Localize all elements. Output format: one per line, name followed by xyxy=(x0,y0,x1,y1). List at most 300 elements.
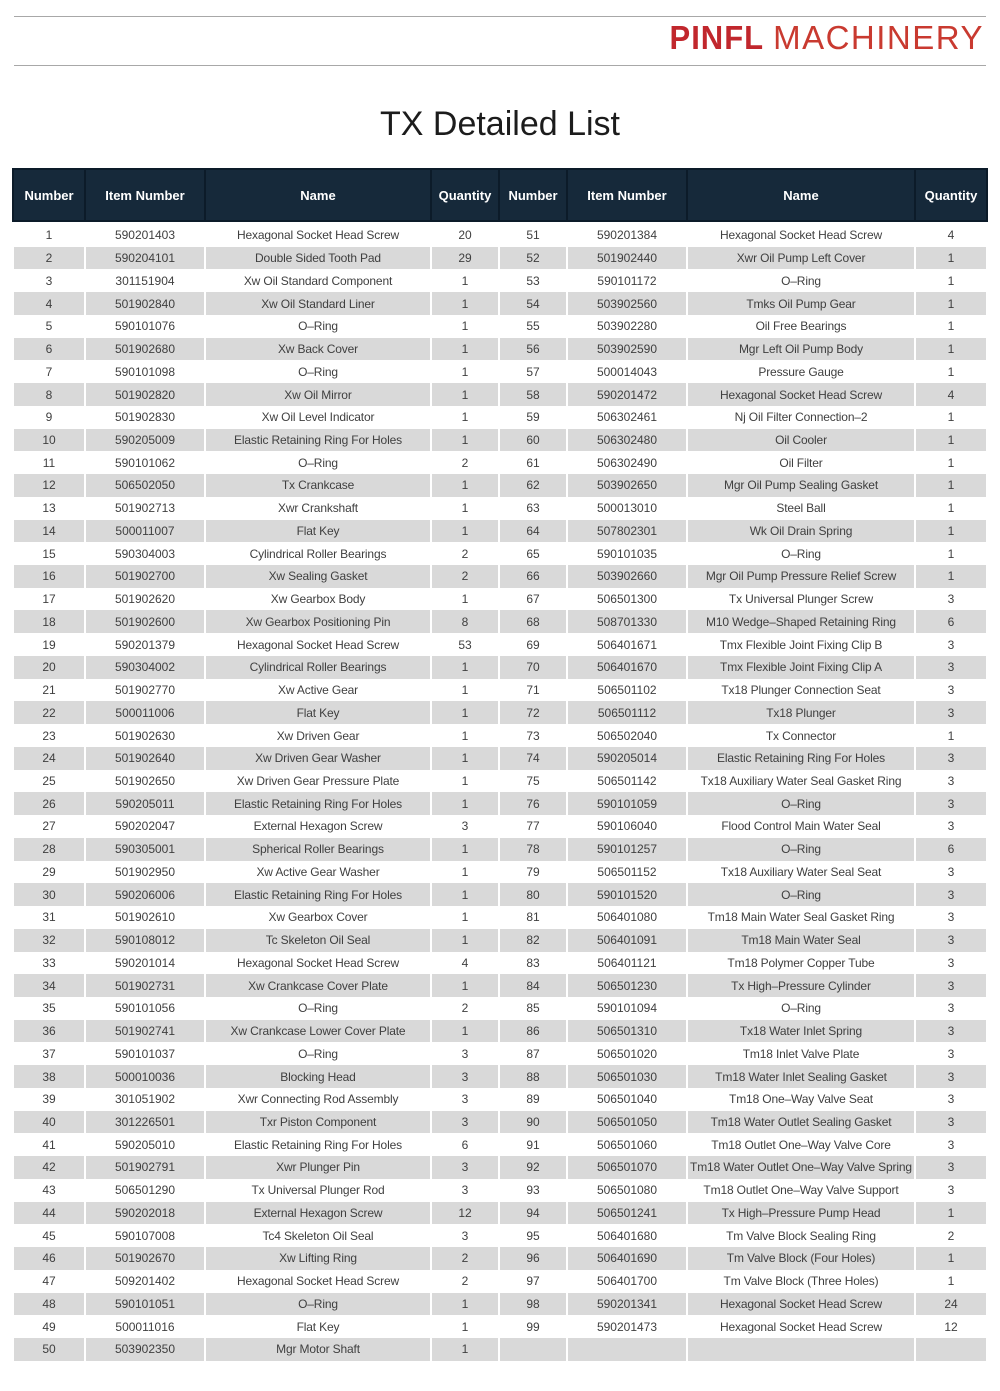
item-number-cell: 506501300 xyxy=(568,588,688,611)
number-cell: 87 xyxy=(500,1042,568,1065)
quantity-cell: 3 xyxy=(947,955,955,970)
quantity-cell: 3 xyxy=(432,1065,500,1088)
quantity-cell: 1 xyxy=(432,679,500,702)
quantity-cell: 1 xyxy=(947,410,955,425)
name-cell: Elastic Retaining Ring For Holes xyxy=(688,747,916,770)
quantity-cell: 1 xyxy=(432,906,500,929)
number-cell: 54 xyxy=(500,292,568,315)
quantity-cell: 3 xyxy=(432,815,500,838)
quantity-cell: 1 xyxy=(916,520,986,543)
item-number-cell: 590108012 xyxy=(86,929,206,952)
name-cell: O–Ring xyxy=(688,792,916,815)
name-cell: Pressure Gauge xyxy=(688,360,916,383)
item-number-cell: 501902731 xyxy=(86,974,206,997)
name-cell: Xw Driven Gear Washer xyxy=(206,747,432,770)
quantity-cell: 20 xyxy=(432,224,500,247)
number-cell: 20 xyxy=(14,656,86,679)
number-cell: 57 xyxy=(500,360,568,383)
number-cell: 88 xyxy=(500,1065,568,1088)
number-cell: 70 xyxy=(500,656,568,679)
quantity-cell: 3 xyxy=(916,701,986,724)
item-number-cell: 501902620 xyxy=(86,588,206,611)
number-cell: 30 xyxy=(14,883,86,906)
quantity-cell: 6 xyxy=(432,1133,500,1156)
number-cell: 28 xyxy=(14,838,86,861)
number-cell: 11 xyxy=(14,451,86,474)
number-cell: 79 xyxy=(500,861,568,884)
number-cell: 93 xyxy=(500,1179,568,1202)
name-cell: Hexagonal Socket Head Screw xyxy=(688,224,916,247)
name-cell: Tmx Flexible Joint Fixing Clip B xyxy=(688,633,916,656)
name-cell: Blocking Head xyxy=(206,1065,432,1088)
quantity-cell: 1 xyxy=(432,838,500,861)
quantity-cell: 1 xyxy=(432,1293,500,1316)
number-cell: 27 xyxy=(14,815,86,838)
name-cell: Hexagonal Socket Head Screw xyxy=(206,224,432,247)
quantity-cell: 1 xyxy=(947,455,955,470)
quantity-cell: 3 xyxy=(947,819,955,834)
name-cell: Tx18 Water Inlet Spring xyxy=(688,1020,916,1043)
number-cell: 23 xyxy=(14,724,86,747)
item-number-cell: 506501050 xyxy=(568,1111,688,1134)
number-cell: 90 xyxy=(500,1111,568,1134)
name-cell: O–Ring xyxy=(688,883,916,906)
name-cell: Hexagonal Socket Head Screw xyxy=(688,383,916,406)
number-cell: 40 xyxy=(14,1111,86,1134)
parts-table-body xyxy=(14,224,986,1361)
item-number-cell: 500014043 xyxy=(568,360,688,383)
number-cell: 35 xyxy=(14,997,86,1020)
number-cell: 18 xyxy=(14,610,86,633)
name-cell: Spherical Roller Bearings xyxy=(206,838,432,861)
item-number-cell: 501902610 xyxy=(86,906,206,929)
quantity-cell: 1 xyxy=(432,929,500,952)
number-cell: 52 xyxy=(500,247,568,270)
number-cell: 48 xyxy=(14,1293,86,1316)
name-cell: Xw Oil Mirror xyxy=(206,383,432,406)
quantity-cell: 2 xyxy=(432,1247,500,1270)
number-cell: 6 xyxy=(14,338,86,361)
number-cell: 55 xyxy=(500,315,568,338)
number-cell: 69 xyxy=(500,633,568,656)
quantity-cell: 2 xyxy=(432,997,500,1020)
quantity-cell: 1 xyxy=(432,497,500,520)
number-cell: 46 xyxy=(14,1247,86,1270)
name-cell: Wk Oil Drain Spring xyxy=(688,520,916,543)
item-number-cell: 506501290 xyxy=(86,1179,206,1202)
name-cell: O–Ring xyxy=(206,997,432,1020)
quantity-cell: 3 xyxy=(947,773,955,788)
quantity-cell: 1 xyxy=(432,656,500,679)
name-cell: Cylindrical Roller Bearings xyxy=(206,542,432,565)
name-cell: Tc Skeleton Oil Seal xyxy=(206,929,432,952)
number-cell: 53 xyxy=(500,269,568,292)
quantity-cell: 3 xyxy=(432,1088,500,1111)
item-number-cell: 590205009 xyxy=(86,429,206,452)
item-number-cell: 590101037 xyxy=(86,1042,206,1065)
item-number-cell: 590201473 xyxy=(568,1315,688,1338)
item-number-cell: 508701330 xyxy=(568,610,688,633)
quantity-cell: 1 xyxy=(947,319,955,334)
item-number-cell: 503902350 xyxy=(86,1338,206,1361)
item-number-cell: 506501142 xyxy=(568,770,688,793)
name-cell: Xw Gearbox Positioning Pin xyxy=(206,610,432,633)
number-cell: 45 xyxy=(14,1224,86,1247)
number-cell: 44 xyxy=(14,1202,86,1225)
name-cell: Tm Valve Block (Three Holes) xyxy=(688,1270,916,1293)
number-cell: 19 xyxy=(14,633,86,656)
item-number-cell: 590101062 xyxy=(86,451,206,474)
quantity-cell: 1 xyxy=(916,1247,986,1270)
item-number-cell: 506501102 xyxy=(568,679,688,702)
number-cell: 56 xyxy=(500,338,568,361)
name-cell: Tm18 Outlet One–Way Valve Support xyxy=(688,1179,916,1202)
number-cell: 32 xyxy=(14,929,86,952)
quantity-cell: 3 xyxy=(916,656,986,679)
quantity-cell: 3 xyxy=(432,1042,500,1065)
quantity-cell: 3 xyxy=(947,1183,955,1198)
quantity-cell: 2 xyxy=(947,1228,955,1243)
item-number-cell: 590205014 xyxy=(568,747,688,770)
number-cell: 29 xyxy=(14,861,86,884)
name-cell: Tmks Oil Pump Gear xyxy=(688,292,916,315)
number-cell: 24 xyxy=(14,747,86,770)
quantity-cell: 1 xyxy=(432,474,500,497)
name-cell: O–Ring xyxy=(688,838,916,861)
name-cell: Xw Sealing Gasket xyxy=(206,565,432,588)
number-cell: 17 xyxy=(14,588,86,611)
item-number-cell: 503902660 xyxy=(568,565,688,588)
number-cell: 59 xyxy=(500,406,568,429)
item-number-cell: 501902840 xyxy=(86,292,206,315)
quantity-cell: 3 xyxy=(947,1137,955,1152)
name-cell: Tx18 Plunger xyxy=(688,701,916,724)
quantity-cell: 1 xyxy=(432,360,500,383)
name-cell: Tm18 Main Water Seal xyxy=(688,929,916,952)
number-cell: 9 xyxy=(14,406,86,429)
item-number-cell: 506501030 xyxy=(568,1065,688,1088)
name-cell: Nj Oil Filter Connection–2 xyxy=(688,406,916,429)
column-header-number: Number xyxy=(500,170,568,220)
name-cell: Tm18 Main Water Seal Gasket Ring xyxy=(688,906,916,929)
item-number-cell: 590305001 xyxy=(86,838,206,861)
quantity-cell: 1 xyxy=(432,861,500,884)
number-cell: 41 xyxy=(14,1133,86,1156)
name-cell: O–Ring xyxy=(206,1042,432,1065)
number-cell: 5 xyxy=(14,315,86,338)
quantity-cell: 1 xyxy=(947,546,955,561)
number-cell: 67 xyxy=(500,588,568,611)
number-cell: 1 xyxy=(14,224,86,247)
name-cell: Tx Crankcase xyxy=(206,474,432,497)
number-cell: 39 xyxy=(14,1088,86,1111)
quantity-cell: 1 xyxy=(432,1315,500,1338)
number-cell: 77 xyxy=(500,815,568,838)
name-cell: External Hexagon Screw xyxy=(206,1202,432,1225)
name-cell: Flat Key xyxy=(206,1315,432,1338)
number-cell: 49 xyxy=(14,1315,86,1338)
top-rule-line xyxy=(14,16,986,17)
name-cell: Xw Oil Standard Component xyxy=(206,269,432,292)
item-number-cell: 500011006 xyxy=(86,701,206,724)
quantity-cell: 1 xyxy=(916,565,986,588)
name-cell: Tx Universal Plunger Rod xyxy=(206,1179,432,1202)
item-number-cell: 301151904 xyxy=(86,269,206,292)
name-cell: Tm18 Water Inlet Sealing Gasket xyxy=(688,1065,916,1088)
name-cell: Elastic Retaining Ring For Holes xyxy=(206,792,432,815)
quantity-cell: 1 xyxy=(947,728,955,743)
item-number-cell: 590101520 xyxy=(568,883,688,906)
column-header-name: Name xyxy=(206,170,432,220)
page-title: TX Detailed List xyxy=(380,105,620,143)
quantity-cell: 1 xyxy=(432,883,500,906)
item-number-cell: 501902440 xyxy=(568,247,688,270)
quantity-cell: 3 xyxy=(432,1224,500,1247)
quantity-cell: 3 xyxy=(947,1001,955,1016)
number-cell: 71 xyxy=(500,679,568,702)
number-cell: 33 xyxy=(14,952,86,975)
item-number-cell: 506401680 xyxy=(568,1224,688,1247)
item-number-cell: 509201402 xyxy=(86,1270,206,1293)
number-cell: 85 xyxy=(500,997,568,1020)
quantity-cell: 1 xyxy=(432,588,500,611)
name-cell: Mgr Left Oil Pump Body xyxy=(688,338,916,361)
quantity-cell: 1 xyxy=(432,520,500,543)
item-number-cell: 503902590 xyxy=(568,338,688,361)
quantity-cell: 1 xyxy=(916,474,986,497)
name-cell: Tm Valve Block (Four Holes) xyxy=(688,1247,916,1270)
name-cell: O–Ring xyxy=(206,451,432,474)
quantity-cell: 1 xyxy=(947,364,955,379)
quantity-cell: 3 xyxy=(916,1111,986,1134)
item-number-cell: 506302480 xyxy=(568,429,688,452)
name-cell: O–Ring xyxy=(206,315,432,338)
name-cell: Double Sided Tooth Pad xyxy=(206,247,432,270)
item-number-cell: 506302490 xyxy=(568,451,688,474)
number-cell xyxy=(500,1338,568,1361)
item-number-cell: 501902670 xyxy=(86,1247,206,1270)
number-cell: 66 xyxy=(500,565,568,588)
quantity-cell: 4 xyxy=(916,383,986,406)
quantity-cell: 6 xyxy=(916,610,986,633)
number-cell: 36 xyxy=(14,1020,86,1043)
item-number-cell: 590201403 xyxy=(86,224,206,247)
quantity-cell: 1 xyxy=(432,269,500,292)
number-cell: 7 xyxy=(14,360,86,383)
item-number-cell: 506501152 xyxy=(568,861,688,884)
quantity-cell: 1 xyxy=(916,292,986,315)
item-number-cell: 590101076 xyxy=(86,315,206,338)
name-cell: Xwr Plunger Pin xyxy=(206,1156,432,1179)
item-number-cell: 590304002 xyxy=(86,656,206,679)
name-cell: Xw Driven Gear Pressure Plate xyxy=(206,770,432,793)
item-number-cell: 503902650 xyxy=(568,474,688,497)
item-number-cell: 590204101 xyxy=(86,247,206,270)
number-cell: 94 xyxy=(500,1202,568,1225)
number-cell: 22 xyxy=(14,701,86,724)
item-number-cell: 590101094 xyxy=(568,997,688,1020)
quantity-cell: 1 xyxy=(432,429,500,452)
number-cell: 75 xyxy=(500,770,568,793)
quantity-cell: 29 xyxy=(432,247,500,270)
name-cell: Tm18 Polymer Copper Tube xyxy=(688,952,916,975)
number-cell: 43 xyxy=(14,1179,86,1202)
quantity-cell: 3 xyxy=(916,1020,986,1043)
quantity-cell: 3 xyxy=(916,747,986,770)
name-cell: Tm18 Water Outlet Sealing Gasket xyxy=(688,1111,916,1134)
item-number-cell: 501902791 xyxy=(86,1156,206,1179)
name-cell: Tmx Flexible Joint Fixing Clip A xyxy=(688,656,916,679)
name-cell: Flat Key xyxy=(206,520,432,543)
item-number-cell: 506401091 xyxy=(568,929,688,952)
quantity-cell: 1 xyxy=(916,1202,986,1225)
item-number-cell: 590101172 xyxy=(568,269,688,292)
number-cell: 38 xyxy=(14,1065,86,1088)
quantity-cell: 8 xyxy=(432,610,500,633)
quantity-cell: 1 xyxy=(947,501,955,516)
name-cell: Xwr Connecting Rod Assembly xyxy=(206,1088,432,1111)
number-cell: 26 xyxy=(14,792,86,815)
name-cell: Tx Connector xyxy=(688,724,916,747)
name-cell: Tx18 Auxiliary Water Seal Gasket Ring xyxy=(688,770,916,793)
number-cell: 62 xyxy=(500,474,568,497)
name-cell: Xw Gearbox Body xyxy=(206,588,432,611)
number-cell: 37 xyxy=(14,1042,86,1065)
quantity-cell: 3 xyxy=(916,1065,986,1088)
quantity-cell: 3 xyxy=(432,1179,500,1202)
item-number-cell: 503902560 xyxy=(568,292,688,315)
quantity-cell: 3 xyxy=(916,929,986,952)
number-cell: 60 xyxy=(500,429,568,452)
item-number-cell: 506401700 xyxy=(568,1270,688,1293)
name-cell: O–Ring xyxy=(206,1293,432,1316)
quantity-cell: 2 xyxy=(432,451,500,474)
item-number-cell: 501902830 xyxy=(86,406,206,429)
number-cell: 78 xyxy=(500,838,568,861)
item-number-cell: 590202018 xyxy=(86,1202,206,1225)
quantity-cell: 1 xyxy=(432,338,500,361)
item-number-cell: 500011007 xyxy=(86,520,206,543)
item-number-cell: 506501020 xyxy=(568,1042,688,1065)
item-number-cell: 506401080 xyxy=(568,906,688,929)
item-number-cell: 590101257 xyxy=(568,838,688,861)
quantity-cell: 2 xyxy=(432,1270,500,1293)
item-number-cell: 506501060 xyxy=(568,1133,688,1156)
name-cell: Elastic Retaining Ring For Holes xyxy=(206,883,432,906)
item-number-cell: 501902680 xyxy=(86,338,206,361)
item-number-cell: 506502040 xyxy=(568,724,688,747)
number-cell: 81 xyxy=(500,906,568,929)
item-number-cell: 506501310 xyxy=(568,1020,688,1043)
item-number-cell: 506501080 xyxy=(568,1179,688,1202)
name-cell: Elastic Retaining Ring For Holes xyxy=(206,429,432,452)
quantity-cell xyxy=(916,1338,986,1361)
quantity-cell: 12 xyxy=(432,1202,500,1225)
quantity-cell: 1 xyxy=(432,974,500,997)
number-cell: 99 xyxy=(500,1315,568,1338)
parts-table-header xyxy=(12,168,988,222)
item-number-cell: 590106040 xyxy=(568,815,688,838)
item-number-cell: 506401121 xyxy=(568,952,688,975)
quantity-cell: 1 xyxy=(432,406,500,429)
quantity-cell: 1 xyxy=(916,429,986,452)
quantity-cell: 1 xyxy=(432,747,500,770)
name-cell: Xw Oil Standard Liner xyxy=(206,292,432,315)
item-number-cell: 590202047 xyxy=(86,815,206,838)
item-number-cell: 590205010 xyxy=(86,1133,206,1156)
item-number-cell: 590101051 xyxy=(86,1293,206,1316)
item-number-cell: 506502050 xyxy=(86,474,206,497)
name-cell: O–Ring xyxy=(688,269,916,292)
item-number-cell: 506401690 xyxy=(568,1247,688,1270)
name-cell: Xw Crankcase Cover Plate xyxy=(206,974,432,997)
item-number-cell: 590201472 xyxy=(568,383,688,406)
item-number-cell: 501902700 xyxy=(86,565,206,588)
item-number-cell: 590101098 xyxy=(86,360,206,383)
number-cell: 16 xyxy=(14,565,86,588)
item-number-cell: 506401670 xyxy=(568,656,688,679)
name-cell: Hexagonal Socket Head Screw xyxy=(688,1293,916,1316)
number-cell: 68 xyxy=(500,610,568,633)
number-cell: 74 xyxy=(500,747,568,770)
name-cell: Mgr Oil Pump Pressure Relief Screw xyxy=(688,565,916,588)
number-cell: 51 xyxy=(500,224,568,247)
column-header-name: Name xyxy=(688,170,916,220)
name-cell: Xwr Crankshaft xyxy=(206,497,432,520)
name-cell: Oil Cooler xyxy=(688,429,916,452)
name-cell: Elastic Retaining Ring For Holes xyxy=(206,1133,432,1156)
name-cell: Tc4 Skeleton Oil Seal xyxy=(206,1224,432,1247)
quantity-cell: 3 xyxy=(916,792,986,815)
number-cell: 95 xyxy=(500,1224,568,1247)
item-number-cell: 590201341 xyxy=(568,1293,688,1316)
number-cell: 92 xyxy=(500,1156,568,1179)
number-cell: 86 xyxy=(500,1020,568,1043)
item-number-cell: 590101059 xyxy=(568,792,688,815)
item-number-cell: 506501241 xyxy=(568,1202,688,1225)
name-cell: Xw Gearbox Cover xyxy=(206,906,432,929)
number-cell: 65 xyxy=(500,542,568,565)
number-cell: 84 xyxy=(500,974,568,997)
name-cell: Hexagonal Socket Head Screw xyxy=(206,952,432,975)
item-number-cell: 590101056 xyxy=(86,997,206,1020)
number-cell: 50 xyxy=(14,1338,86,1361)
quantity-cell: 3 xyxy=(947,683,955,698)
name-cell: Xw Active Gear xyxy=(206,679,432,702)
item-number-cell: 500013010 xyxy=(568,497,688,520)
number-cell: 82 xyxy=(500,929,568,952)
name-cell: Hexagonal Socket Head Screw xyxy=(688,1315,916,1338)
number-cell: 10 xyxy=(14,429,86,452)
quantity-cell: 53 xyxy=(432,633,500,656)
name-cell: Oil Filter xyxy=(688,451,916,474)
item-number-cell: 500011016 xyxy=(86,1315,206,1338)
number-cell: 3 xyxy=(14,269,86,292)
item-number-cell: 301226501 xyxy=(86,1111,206,1134)
quantity-cell: 3 xyxy=(947,1046,955,1061)
number-cell: 73 xyxy=(500,724,568,747)
number-cell: 91 xyxy=(500,1133,568,1156)
name-cell: Flood Control Main Water Seal xyxy=(688,815,916,838)
number-cell: 63 xyxy=(500,497,568,520)
quantity-cell: 4 xyxy=(432,952,500,975)
name-cell: Xw Active Gear Washer xyxy=(206,861,432,884)
column-header-item-number: Item Number xyxy=(86,170,206,220)
item-number-cell: 501902770 xyxy=(86,679,206,702)
name-cell: Hexagonal Socket Head Screw xyxy=(206,1270,432,1293)
name-cell: M10 Wedge–Shaped Retaining Ring xyxy=(688,610,916,633)
number-cell: 47 xyxy=(14,1270,86,1293)
